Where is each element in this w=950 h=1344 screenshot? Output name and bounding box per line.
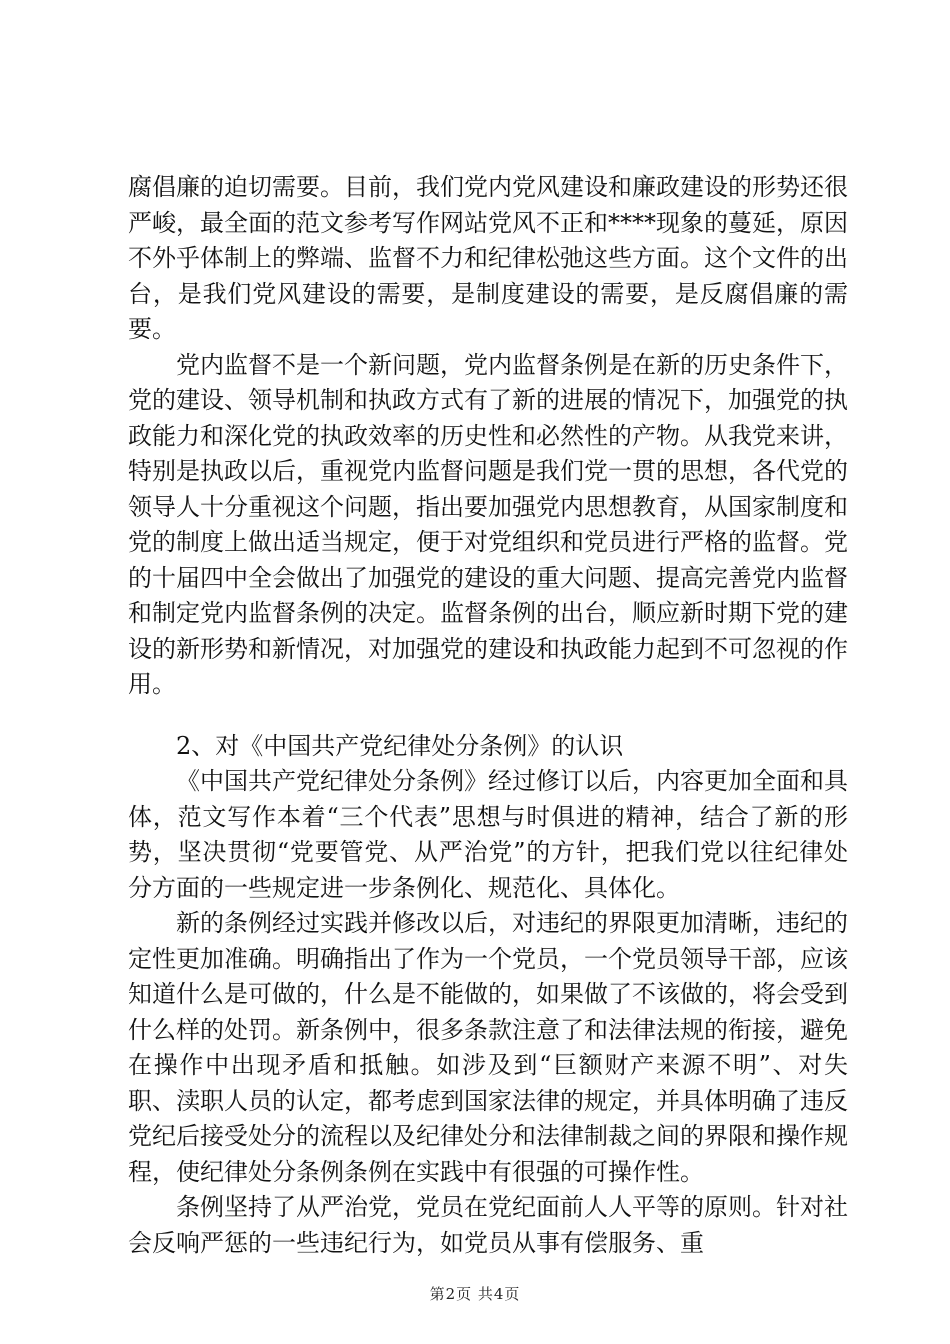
section-spacer	[128, 703, 848, 729]
document-body	[128, 170, 848, 1261]
section-heading: 2、对《中国共产党纪律处分条例》的认识	[176, 731, 624, 760]
page-number-footer: 第2页 共4页	[429, 1285, 521, 1303]
paragraph-3: 《中国共产党纪律处分条例》经过修订以后，内容更加全面和具体，范文写作本着“三个代表”思想与时俱进的精神，结合了新的形势，坚决贯彻“党要管党、从严治党”的方针，把我们党以往纪律处分方面的一些规定进一步条例化、规范化、具体化。	[128, 767, 848, 902]
paragraph-1: 腐倡廉的迫切需要。目前，我们党内党风建设和廉政建设的形势还很严峻，最全面的范文参考写作网站党风不正和****现象的蔓延，原因不外乎体制上的弊端、监督不力和纪律松弛这些方面。这个文件的出台，是我们党风建设的需要，是制度建设的需要，是反腐倡廉的需要。	[128, 173, 848, 343]
paragraph-2: 党内监督不是一个新问题，党内监督条例是在新的历史条件下，党的建设、领导机制和执政方式有了新的进展的情况下，加强党的执政能力和深化党的执政效率的历史性和必然性的产物。从我党来讲，特别是执政以后，重视党内监督问题是我们党一贯的思想，各代党的领导人十分重视这个问题，指出要加强党内思想教育，从国家制度和党的制度上做出适当规定，便于对党组织和党员进行严格的监督。党的十届四中全会做出了加强党的建设的重大问题、提高完善党内监督和制定党内监督条例的决定。监督条例的出台，顺应新时期下党的建设的新形势和新情况，对加强党的建设和执政能力起到不可忽视的作用。	[128, 350, 848, 698]
paragraph-4: 新的条例经过实践并修改以后，对违纪的界限更加清晰，违纪的定性更加准确。明确指出了作为一个党员，一个党员领导干部，应该知道什么是可做的，什么是不能做的，如果做了不该做的，将会受到什么样的处罚。新条例中，很多条款注意了和法律法规的衔接，避免在操作中出现矛盾和抵触。如涉及到“巨额财产来源不明”、对失职、渎职人员的认定，都考虑到国家法律的规定，并具体明确了违反党纪后接受处分的流程以及纪律处分和法律制裁之间的界限和操作规程，使纪律处分条例条例在实践中有很强的可操作性。	[128, 909, 848, 1186]
paragraph-5: 条例坚持了从严治党，党员在党纪面前人人平等的原则。针对社会反响严惩的一些违纪行为，如党员从事有偿服务、重	[128, 1193, 848, 1257]
